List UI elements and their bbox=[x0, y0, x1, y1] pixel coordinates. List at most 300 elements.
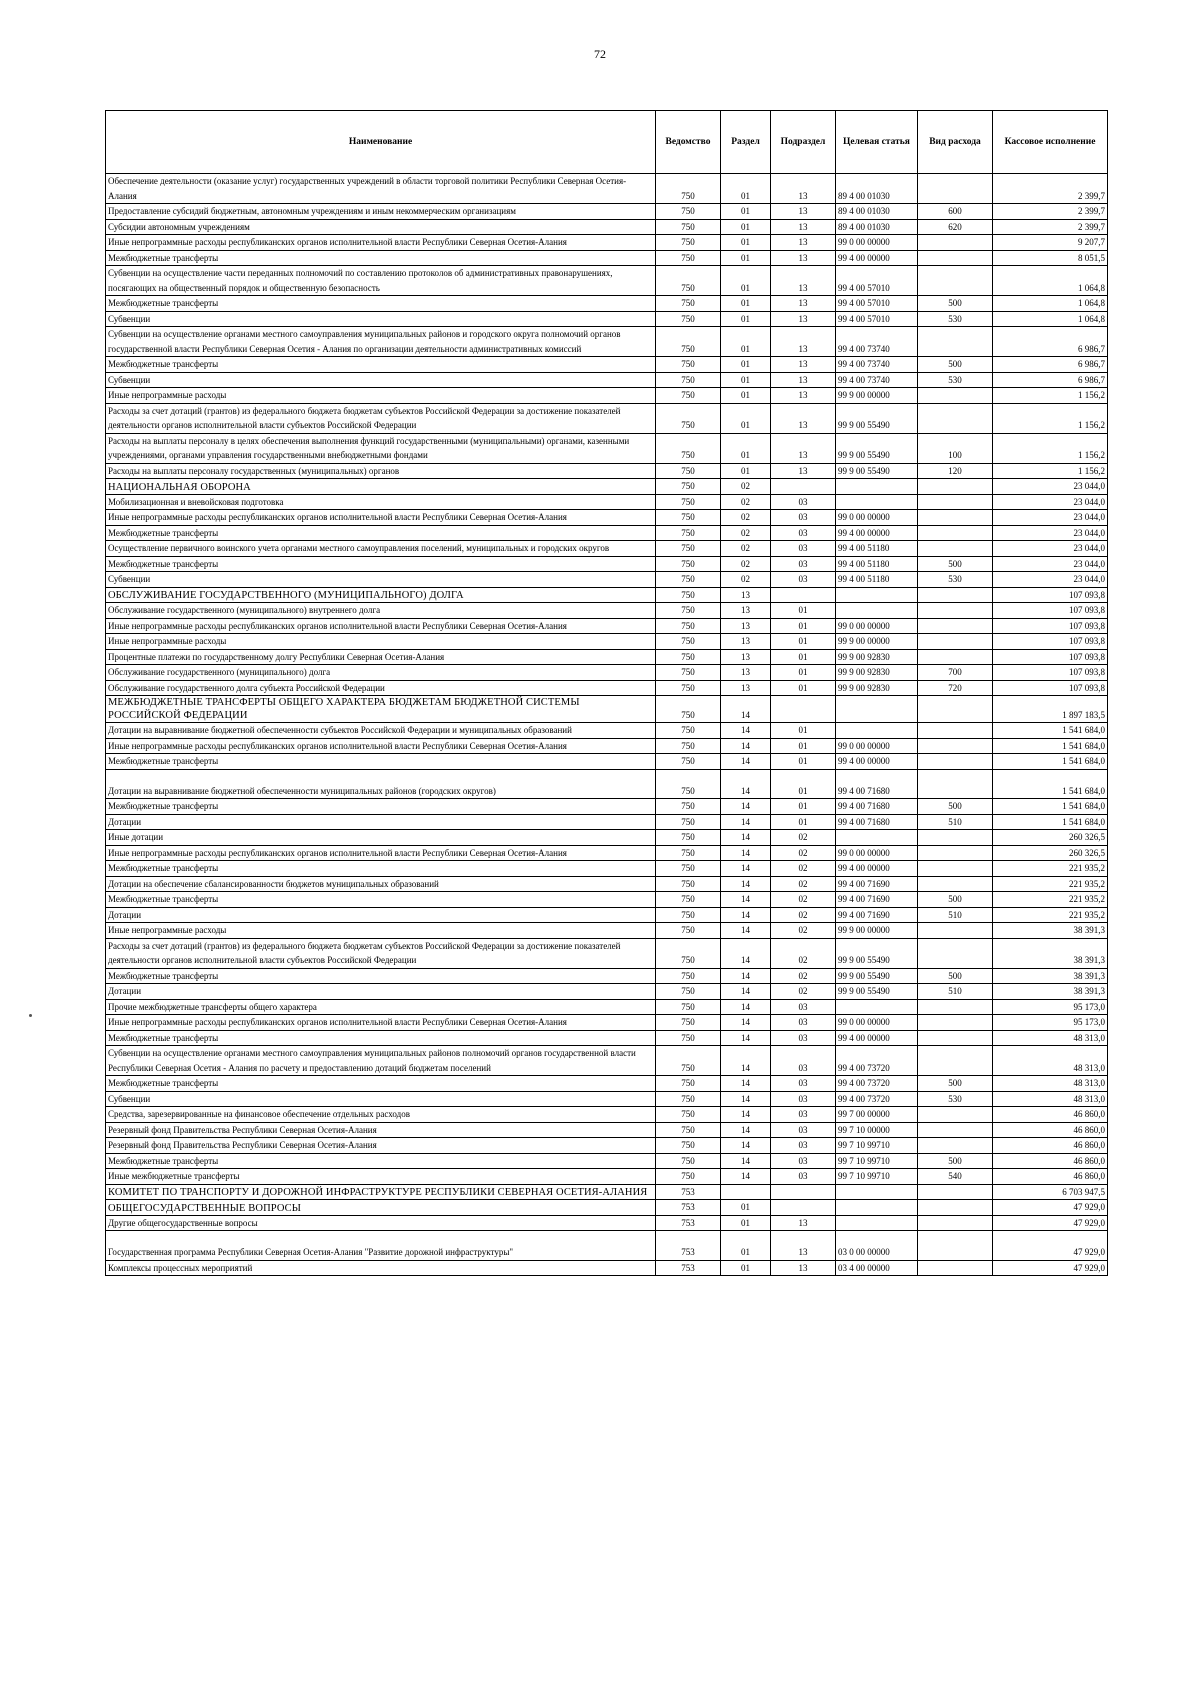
cell-subsection: 13 bbox=[771, 403, 836, 433]
cell-dept: 750 bbox=[656, 754, 721, 770]
cell-kind: 500 bbox=[918, 1076, 993, 1092]
cell-dept: 753 bbox=[656, 1184, 721, 1200]
cell-article: 99 4 00 73740 bbox=[836, 327, 918, 357]
cell-section: 14 bbox=[721, 1122, 771, 1138]
cell-article: 99 4 00 71680 bbox=[836, 814, 918, 830]
cell-article: 99 4 00 00000 bbox=[836, 250, 918, 266]
cell-section: 14 bbox=[721, 876, 771, 892]
cell-dept: 750 bbox=[656, 510, 721, 526]
cell-name: Предоставление субсидий бюджетным, автономным учреждениям и иным некоммерческим организациям bbox=[106, 204, 656, 220]
cell-subsection: 03 bbox=[771, 556, 836, 572]
table-row bbox=[106, 938, 1108, 968]
cell-subsection: 03 bbox=[771, 1076, 836, 1092]
cell-article: 99 4 00 00000 bbox=[836, 754, 918, 770]
cell-amount: 2 399,7 bbox=[993, 219, 1108, 235]
cell-name: Дотации на выравнивание бюджетной обеспеченности муниципальных районов (городских округов) bbox=[106, 769, 656, 799]
header-dept: Ведомство bbox=[656, 111, 721, 174]
cell-article: 99 7 10 99710 bbox=[836, 1153, 918, 1169]
cell-section: 13 bbox=[721, 665, 771, 681]
cell-kind: 510 bbox=[918, 907, 993, 923]
cell-article: 99 0 00 00000 bbox=[836, 618, 918, 634]
cell-kind bbox=[918, 696, 993, 723]
cell-dept: 750 bbox=[656, 327, 721, 357]
cell-name: Межбюджетные трансферты bbox=[106, 892, 656, 908]
cell-dept: 750 bbox=[656, 830, 721, 846]
table-row bbox=[106, 403, 1108, 433]
cell-section: 14 bbox=[721, 814, 771, 830]
cell-amount: 47 929,0 bbox=[993, 1200, 1108, 1216]
table-row bbox=[106, 892, 1108, 908]
cell-subsection: 02 bbox=[771, 938, 836, 968]
cell-dept: 753 bbox=[656, 1215, 721, 1231]
cell-kind bbox=[918, 861, 993, 877]
cell-article: 99 9 00 55490 bbox=[836, 463, 918, 479]
cell-subsection: 01 bbox=[771, 723, 836, 739]
cell-section: 14 bbox=[721, 938, 771, 968]
cell-amount: 107 093,8 bbox=[993, 587, 1108, 603]
cell-kind: 530 bbox=[918, 1091, 993, 1107]
cell-subsection: 13 bbox=[771, 174, 836, 204]
cell-amount: 1 064,8 bbox=[993, 296, 1108, 312]
cell-article bbox=[836, 587, 918, 603]
cell-article bbox=[836, 1184, 918, 1200]
cell-kind: 720 bbox=[918, 680, 993, 696]
cell-kind bbox=[918, 845, 993, 861]
cell-amount: 46 860,0 bbox=[993, 1107, 1108, 1123]
cell-kind bbox=[918, 634, 993, 650]
table-row bbox=[106, 738, 1108, 754]
cell-amount: 260 326,5 bbox=[993, 845, 1108, 861]
cell-name: Иные непрограммные расходы республиканских органов исполнительной власти Республики Северная Осетия-Алания bbox=[106, 845, 656, 861]
table-row bbox=[106, 1169, 1108, 1185]
cell-kind bbox=[918, 1260, 993, 1276]
cell-article bbox=[836, 696, 918, 723]
cell-section: 01 bbox=[721, 235, 771, 251]
cell-subsection: 03 bbox=[771, 1046, 836, 1076]
cell-section: 14 bbox=[721, 845, 771, 861]
table-row bbox=[106, 372, 1108, 388]
table-row bbox=[106, 907, 1108, 923]
cell-article: 99 4 00 71680 bbox=[836, 799, 918, 815]
cell-kind bbox=[918, 603, 993, 619]
cell-dept: 753 bbox=[656, 1260, 721, 1276]
cell-subsection: 01 bbox=[771, 799, 836, 815]
cell-subsection: 13 bbox=[771, 433, 836, 463]
cell-kind bbox=[918, 769, 993, 799]
cell-name: Резервный фонд Правительства Республики Северная Осетия-Алания bbox=[106, 1122, 656, 1138]
cell-article: 99 4 00 71690 bbox=[836, 907, 918, 923]
table-row bbox=[106, 296, 1108, 312]
cell-dept: 750 bbox=[656, 1091, 721, 1107]
cell-article: 99 9 00 92830 bbox=[836, 649, 918, 665]
cell-section: 14 bbox=[721, 1076, 771, 1092]
cell-dept: 750 bbox=[656, 250, 721, 266]
table-row bbox=[106, 1138, 1108, 1154]
cell-dept: 750 bbox=[656, 572, 721, 588]
cell-name: Субвенции bbox=[106, 372, 656, 388]
table-row bbox=[106, 1107, 1108, 1123]
cell-kind bbox=[918, 1015, 993, 1031]
cell-kind: 500 bbox=[918, 968, 993, 984]
cell-dept: 750 bbox=[656, 696, 721, 723]
cell-name: Прочие межбюджетные трансферты общего характера bbox=[106, 999, 656, 1015]
cell-dept: 750 bbox=[656, 388, 721, 404]
table-row bbox=[106, 510, 1108, 526]
cell-dept: 750 bbox=[656, 845, 721, 861]
cell-dept: 750 bbox=[656, 219, 721, 235]
cell-subsection: 01 bbox=[771, 814, 836, 830]
cell-kind bbox=[918, 923, 993, 939]
cell-subsection: 02 bbox=[771, 892, 836, 908]
cell-subsection: 13 bbox=[771, 388, 836, 404]
cell-subsection: 01 bbox=[771, 769, 836, 799]
cell-section: 01 bbox=[721, 327, 771, 357]
header-subsection: Подраздел bbox=[771, 111, 836, 174]
cell-article: 99 0 00 00000 bbox=[836, 845, 918, 861]
cell-section: 02 bbox=[721, 556, 771, 572]
cell-section: 14 bbox=[721, 923, 771, 939]
cell-dept: 750 bbox=[656, 1169, 721, 1185]
table-row bbox=[106, 603, 1108, 619]
cell-kind bbox=[918, 235, 993, 251]
cell-article: 99 7 10 00000 bbox=[836, 1122, 918, 1138]
cell-subsection bbox=[771, 1184, 836, 1200]
cell-amount: 107 093,8 bbox=[993, 603, 1108, 619]
cell-name: Иные дотации bbox=[106, 830, 656, 846]
cell-kind bbox=[918, 1231, 993, 1261]
cell-name: Иные непрограммные расходы bbox=[106, 634, 656, 650]
cell-dept: 750 bbox=[656, 1076, 721, 1092]
cell-section: 14 bbox=[721, 738, 771, 754]
cell-section: 02 bbox=[721, 510, 771, 526]
cell-section: 02 bbox=[721, 494, 771, 510]
cell-kind: 530 bbox=[918, 372, 993, 388]
cell-subsection: 03 bbox=[771, 494, 836, 510]
cell-article: 99 4 00 57010 bbox=[836, 266, 918, 296]
cell-subsection: 02 bbox=[771, 845, 836, 861]
cell-article: 99 7 00 00000 bbox=[836, 1107, 918, 1123]
cell-subsection: 03 bbox=[771, 510, 836, 526]
cell-kind bbox=[918, 618, 993, 634]
cell-subsection: 02 bbox=[771, 907, 836, 923]
cell-subsection: 01 bbox=[771, 738, 836, 754]
table-row bbox=[106, 984, 1108, 1000]
cell-section: 14 bbox=[721, 861, 771, 877]
cell-subsection bbox=[771, 696, 836, 723]
table-row bbox=[106, 235, 1108, 251]
cell-name: Расходы на выплаты персоналу государственных (муниципальных) органов bbox=[106, 463, 656, 479]
cell-subsection: 03 bbox=[771, 1091, 836, 1107]
cell-amount: 1 156,2 bbox=[993, 433, 1108, 463]
cell-section: 14 bbox=[721, 769, 771, 799]
cell-name: Осуществление первичного воинского учета органами местного самоуправления поселений, муниципальных и городских округов bbox=[106, 541, 656, 557]
cell-section: 01 bbox=[721, 219, 771, 235]
cell-section: 02 bbox=[721, 479, 771, 495]
cell-subsection: 13 bbox=[771, 250, 836, 266]
cell-article: 99 4 00 57010 bbox=[836, 296, 918, 312]
cell-section: 14 bbox=[721, 830, 771, 846]
cell-dept: 750 bbox=[656, 463, 721, 479]
cell-amount: 2 399,7 bbox=[993, 174, 1108, 204]
cell-section: 13 bbox=[721, 634, 771, 650]
cell-amount: 6 986,7 bbox=[993, 357, 1108, 373]
cell-kind bbox=[918, 1215, 993, 1231]
cell-dept: 750 bbox=[656, 525, 721, 541]
cell-subsection: 13 bbox=[771, 204, 836, 220]
cell-article bbox=[836, 723, 918, 739]
cell-amount: 48 313,0 bbox=[993, 1076, 1108, 1092]
cell-amount: 1 064,8 bbox=[993, 266, 1108, 296]
cell-article: 99 9 00 55490 bbox=[836, 968, 918, 984]
cell-article: 99 0 00 00000 bbox=[836, 1015, 918, 1031]
cell-name: Межбюджетные трансферты bbox=[106, 968, 656, 984]
table-row bbox=[106, 1091, 1108, 1107]
cell-dept: 750 bbox=[656, 923, 721, 939]
cell-section: 13 bbox=[721, 649, 771, 665]
cell-dept: 750 bbox=[656, 1122, 721, 1138]
cell-name: Мобилизационная и вневойсковая подготовка bbox=[106, 494, 656, 510]
cell-article: 99 0 00 00000 bbox=[836, 738, 918, 754]
table-row bbox=[106, 1030, 1108, 1046]
cell-subsection: 13 bbox=[771, 357, 836, 373]
cell-subsection: 03 bbox=[771, 525, 836, 541]
cell-subsection: 13 bbox=[771, 296, 836, 312]
cell-dept: 750 bbox=[656, 357, 721, 373]
table-row bbox=[106, 1153, 1108, 1169]
cell-section: 01 bbox=[721, 311, 771, 327]
cell-article: 99 4 00 57010 bbox=[836, 311, 918, 327]
cell-name: Иные непрограммные расходы bbox=[106, 388, 656, 404]
cell-amount: 23 044,0 bbox=[993, 510, 1108, 526]
budget-table bbox=[105, 110, 1108, 1276]
scan-dot bbox=[29, 1014, 32, 1017]
cell-amount: 38 391,3 bbox=[993, 938, 1108, 968]
cell-subsection: 01 bbox=[771, 665, 836, 681]
table-row bbox=[106, 665, 1108, 681]
cell-amount: 1 541 684,0 bbox=[993, 723, 1108, 739]
cell-name: Субсидии автономным учреждениям bbox=[106, 219, 656, 235]
cell-subsection: 03 bbox=[771, 1138, 836, 1154]
table-row bbox=[106, 266, 1108, 296]
cell-kind: 500 bbox=[918, 799, 993, 815]
cell-name: Обслуживание государственного долга субъекта Российской Федерации bbox=[106, 680, 656, 696]
cell-article bbox=[836, 830, 918, 846]
cell-dept: 750 bbox=[656, 861, 721, 877]
cell-subsection: 13 bbox=[771, 1231, 836, 1261]
table-row bbox=[106, 572, 1108, 588]
cell-section bbox=[721, 1184, 771, 1200]
cell-amount: 8 051,5 bbox=[993, 250, 1108, 266]
cell-kind bbox=[918, 525, 993, 541]
cell-dept: 750 bbox=[656, 372, 721, 388]
cell-article: 99 0 00 00000 bbox=[836, 510, 918, 526]
table-row bbox=[106, 311, 1108, 327]
cell-name: Дотации на выравнивание бюджетной обеспеченности субъектов Российской Федерации и муниципальных образований bbox=[106, 723, 656, 739]
cell-section: 14 bbox=[721, 1138, 771, 1154]
cell-article: 99 7 10 99710 bbox=[836, 1169, 918, 1185]
cell-dept: 750 bbox=[656, 984, 721, 1000]
cell-amount: 23 044,0 bbox=[993, 572, 1108, 588]
cell-name: Средства, зарезервированные на финансовое обеспечение отдельных расходов bbox=[106, 1107, 656, 1123]
cell-kind: 500 bbox=[918, 296, 993, 312]
cell-amount: 6 986,7 bbox=[993, 372, 1108, 388]
cell-name: Иные непрограммные расходы республиканских органов исполнительной власти Республики Северная Осетия-Алания bbox=[106, 618, 656, 634]
cell-subsection: 13 bbox=[771, 219, 836, 235]
table-row bbox=[106, 723, 1108, 739]
header-kind: Вид расхода bbox=[918, 111, 993, 174]
cell-dept: 750 bbox=[656, 723, 721, 739]
cell-kind bbox=[918, 494, 993, 510]
table-row bbox=[106, 1215, 1108, 1231]
cell-section: 01 bbox=[721, 1260, 771, 1276]
header-row bbox=[106, 111, 1108, 174]
cell-article: 99 9 00 55490 bbox=[836, 433, 918, 463]
cell-name: Процентные платежи по государственному долгу Республики Северная Осетия-Алания bbox=[106, 649, 656, 665]
cell-name: Межбюджетные трансферты bbox=[106, 1076, 656, 1092]
cell-name: Межбюджетные трансферты bbox=[106, 556, 656, 572]
cell-amount: 107 093,8 bbox=[993, 665, 1108, 681]
cell-dept: 750 bbox=[656, 587, 721, 603]
cell-kind bbox=[918, 1122, 993, 1138]
cell-section: 01 bbox=[721, 388, 771, 404]
cell-name: Межбюджетные трансферты bbox=[106, 525, 656, 541]
cell-article: 99 9 00 00000 bbox=[836, 388, 918, 404]
cell-section: 14 bbox=[721, 907, 771, 923]
cell-dept: 750 bbox=[656, 603, 721, 619]
cell-name: Расходы на выплаты персоналу в целях обеспечения выполнения функций государственными (муниципальными) органами, казенными учреждениями, органами управления государственными внебюджетными фондами bbox=[106, 433, 656, 463]
cell-name: Субвенции bbox=[106, 1091, 656, 1107]
cell-subsection: 02 bbox=[771, 984, 836, 1000]
cell-kind bbox=[918, 327, 993, 357]
cell-kind: 500 bbox=[918, 357, 993, 373]
cell-section: 14 bbox=[721, 892, 771, 908]
cell-dept: 750 bbox=[656, 403, 721, 433]
cell-kind bbox=[918, 723, 993, 739]
cell-name: НАЦИОНАЛЬНАЯ ОБОРОНА bbox=[106, 479, 656, 495]
cell-name: Субвенции bbox=[106, 572, 656, 588]
cell-amount: 1 541 684,0 bbox=[993, 799, 1108, 815]
table-row bbox=[106, 968, 1108, 984]
cell-name: Иные непрограммные расходы республиканских органов исполнительной власти Республики Северная Осетия-Алания bbox=[106, 235, 656, 251]
cell-section: 14 bbox=[721, 754, 771, 770]
cell-dept: 750 bbox=[656, 311, 721, 327]
table-row bbox=[106, 204, 1108, 220]
cell-amount: 46 860,0 bbox=[993, 1138, 1108, 1154]
cell-name: Обслуживание государственного (муниципального) долга bbox=[106, 665, 656, 681]
cell-amount: 23 044,0 bbox=[993, 525, 1108, 541]
cell-name: Расходы за счет дотаций (грантов) из федерального бюджета бюджетам субъектов Российской Федерации за достижение показателей деятельности органов исполнительной власти субъектов Российской Федерации bbox=[106, 403, 656, 433]
table-row bbox=[106, 1076, 1108, 1092]
cell-dept: 750 bbox=[656, 1015, 721, 1031]
header-section: Раздел bbox=[721, 111, 771, 174]
cell-dept: 750 bbox=[656, 907, 721, 923]
cell-dept: 750 bbox=[656, 1030, 721, 1046]
cell-dept: 750 bbox=[656, 968, 721, 984]
table-body bbox=[106, 174, 1108, 1276]
cell-section: 02 bbox=[721, 525, 771, 541]
cell-amount: 46 860,0 bbox=[993, 1169, 1108, 1185]
cell-dept: 750 bbox=[656, 665, 721, 681]
cell-kind bbox=[918, 754, 993, 770]
cell-section: 01 bbox=[721, 174, 771, 204]
cell-section: 14 bbox=[721, 696, 771, 723]
page-number: 72 bbox=[594, 47, 606, 61]
cell-amount: 1 541 684,0 bbox=[993, 769, 1108, 799]
table-row bbox=[106, 876, 1108, 892]
cell-kind: 510 bbox=[918, 814, 993, 830]
cell-name: Межбюджетные трансферты bbox=[106, 1153, 656, 1169]
cell-kind bbox=[918, 999, 993, 1015]
cell-article: 99 4 00 00000 bbox=[836, 1030, 918, 1046]
cell-kind bbox=[918, 479, 993, 495]
cell-article: 03 4 00 00000 bbox=[836, 1260, 918, 1276]
cell-name: Межбюджетные трансферты bbox=[106, 357, 656, 373]
table-row bbox=[106, 1122, 1108, 1138]
table-row bbox=[106, 556, 1108, 572]
cell-subsection: 01 bbox=[771, 603, 836, 619]
cell-section: 01 bbox=[721, 266, 771, 296]
cell-kind: 600 bbox=[918, 204, 993, 220]
cell-name: Резервный фонд Правительства Республики Северная Осетия-Алания bbox=[106, 1138, 656, 1154]
cell-section: 14 bbox=[721, 984, 771, 1000]
cell-name: Дотации bbox=[106, 907, 656, 923]
cell-section: 01 bbox=[721, 433, 771, 463]
cell-subsection: 01 bbox=[771, 680, 836, 696]
cell-kind bbox=[918, 876, 993, 892]
cell-dept: 750 bbox=[656, 769, 721, 799]
cell-section: 13 bbox=[721, 603, 771, 619]
cell-section: 01 bbox=[721, 372, 771, 388]
cell-amount: 2 399,7 bbox=[993, 204, 1108, 220]
cell-article: 89 4 00 01030 bbox=[836, 204, 918, 220]
table-row bbox=[106, 696, 1108, 723]
cell-name: ОБСЛУЖИВАНИЕ ГОСУДАРСТВЕННОГО (МУНИЦИПАЛЬНОГО) ДОЛГА bbox=[106, 587, 656, 603]
cell-name: Иные непрограммные расходы республиканских органов исполнительной власти Республики Северная Осетия-Алания bbox=[106, 1015, 656, 1031]
table-row bbox=[106, 799, 1108, 815]
cell-article: 03 0 00 00000 bbox=[836, 1231, 918, 1261]
cell-article bbox=[836, 1215, 918, 1231]
cell-subsection: 03 bbox=[771, 1107, 836, 1123]
cell-section: 14 bbox=[721, 723, 771, 739]
cell-name: Иные межбюджетные трансферты bbox=[106, 1169, 656, 1185]
cell-article: 99 9 00 55490 bbox=[836, 984, 918, 1000]
cell-amount: 23 044,0 bbox=[993, 494, 1108, 510]
cell-subsection: 13 bbox=[771, 1215, 836, 1231]
table-row bbox=[106, 754, 1108, 770]
cell-amount: 48 313,0 bbox=[993, 1030, 1108, 1046]
header-amount: Кассовое исполнение bbox=[993, 111, 1108, 174]
cell-kind: 540 bbox=[918, 1169, 993, 1185]
cell-section: 13 bbox=[721, 680, 771, 696]
cell-amount: 95 173,0 bbox=[993, 1015, 1108, 1031]
cell-subsection: 03 bbox=[771, 572, 836, 588]
cell-dept: 750 bbox=[656, 618, 721, 634]
cell-name: Комплексы процессных мероприятий bbox=[106, 1260, 656, 1276]
cell-amount: 47 929,0 bbox=[993, 1231, 1108, 1261]
cell-name: Дотации на обеспечение сбалансированности бюджетов муниципальных образований bbox=[106, 876, 656, 892]
cell-article: 99 9 00 92830 bbox=[836, 680, 918, 696]
table-row bbox=[106, 1184, 1108, 1200]
table-row bbox=[106, 1231, 1108, 1261]
table-row bbox=[106, 649, 1108, 665]
cell-amount: 1 897 183,5 bbox=[993, 696, 1108, 723]
cell-article: 99 4 00 00000 bbox=[836, 525, 918, 541]
cell-amount: 47 929,0 bbox=[993, 1260, 1108, 1276]
cell-dept: 750 bbox=[656, 556, 721, 572]
cell-dept: 750 bbox=[656, 876, 721, 892]
table-row bbox=[106, 525, 1108, 541]
cell-dept: 750 bbox=[656, 892, 721, 908]
